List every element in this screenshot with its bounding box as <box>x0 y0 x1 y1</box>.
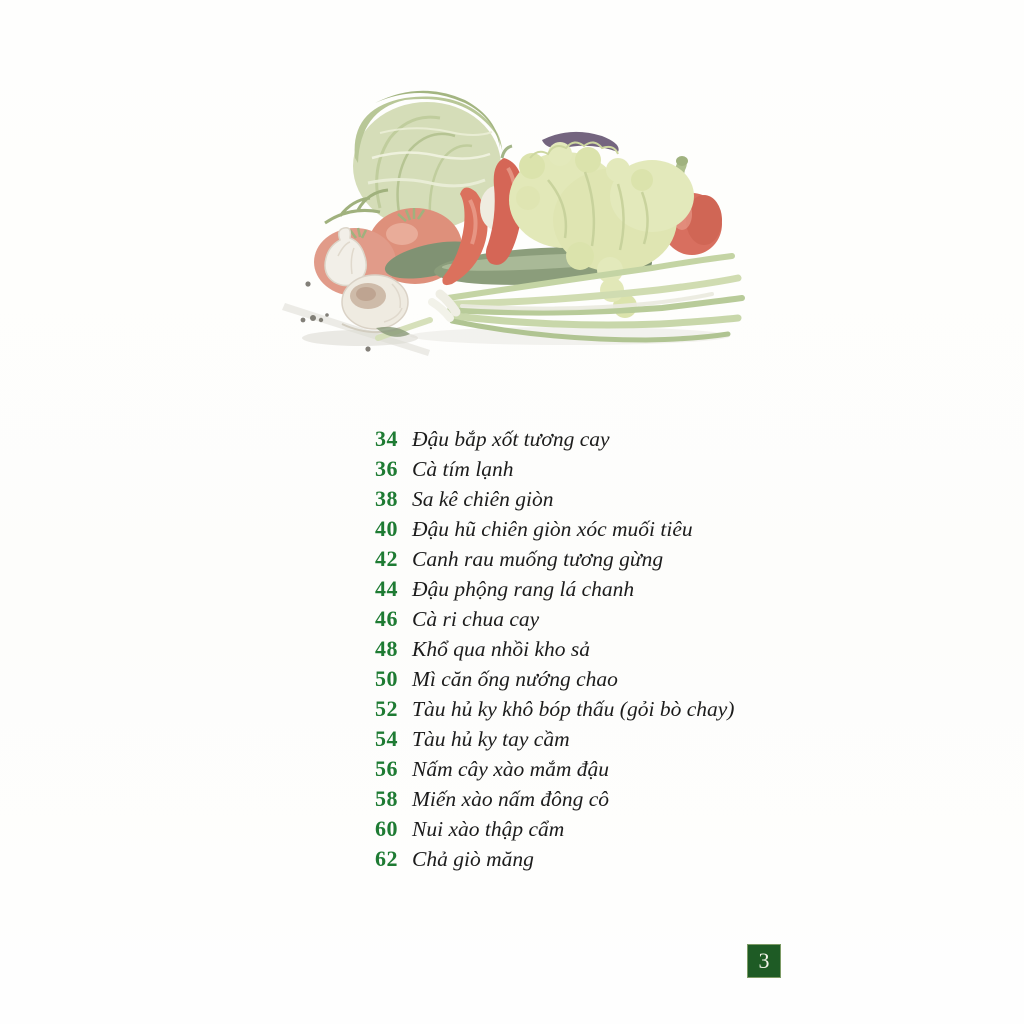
toc-page-number: 54 <box>375 726 398 751</box>
toc-page-number: 48 <box>375 636 398 661</box>
toc-entry <box>340 454 800 484</box>
toc-page-number: 46 <box>375 606 398 631</box>
toc-page-number: 38 <box>375 486 398 511</box>
table-of-contents <box>340 424 800 874</box>
toc-page-number: 52 <box>375 696 398 721</box>
toc-entry <box>340 424 800 454</box>
toc-page-number: 60 <box>375 816 398 841</box>
toc-entry <box>340 664 800 694</box>
toc-recipe-title: Đậu bắp xốt tương cay <box>412 427 610 451</box>
toc-page-number: 58 <box>375 786 398 811</box>
toc-entry <box>340 814 800 844</box>
vegetables-illustration <box>280 88 750 368</box>
toc-entry <box>340 634 800 664</box>
toc-page-number: 50 <box>375 666 398 691</box>
toc-entry <box>340 784 800 814</box>
page-number: 3 <box>758 948 770 973</box>
toc-recipe-title: Miến xào nấm đông cô <box>412 787 610 811</box>
toc-page-number: 40 <box>375 516 398 541</box>
toc-recipe-title: Nấm cây xào mắm đậu <box>412 757 610 781</box>
toc-page-number: 42 <box>375 546 398 571</box>
toc-recipe-title: Nui xào thập cẩm <box>412 817 565 841</box>
toc-entry <box>340 544 800 574</box>
toc-recipe-title: Tàu hủ ky khô bóp thấu (gỏi bò chay) <box>412 697 735 721</box>
toc-entry <box>340 514 800 544</box>
toc-recipe-title: Canh rau muống tương gừng <box>412 547 664 571</box>
toc-entry <box>340 844 800 874</box>
toc-entry <box>340 694 800 724</box>
toc-recipe-title: Đậu phộng rang lá chanh <box>412 577 635 601</box>
toc-entry <box>340 484 800 514</box>
toc-recipe-title: Tàu hủ ky tay cầm <box>412 727 570 751</box>
toc-page-number: 62 <box>375 846 398 871</box>
toc-recipe-title: Sa kê chiên giòn <box>412 487 554 511</box>
toc-entry <box>340 574 800 604</box>
toc-recipe-title: Đậu hũ chiên giòn xóc muối tiêu <box>412 517 693 541</box>
toc-recipe-title: Cà ri chua cay <box>412 607 540 631</box>
toc-page-number: 44 <box>375 576 398 601</box>
toc-entry <box>340 754 800 784</box>
page-number-badge <box>747 944 781 978</box>
toc-page-number: 56 <box>375 756 398 781</box>
toc-recipe-title: Mì căn ống nướng chao <box>412 667 618 691</box>
toc-recipe-title: Khổ qua nhồi kho sả <box>412 637 590 661</box>
toc-page-number: 36 <box>375 456 398 481</box>
toc-recipe-title: Cà tím lạnh <box>412 457 514 481</box>
toc-entry <box>340 724 800 754</box>
toc-recipe-title: Chả giò măng <box>412 847 534 871</box>
toc-entry <box>340 604 800 634</box>
toc-page-number: 34 <box>375 426 398 451</box>
